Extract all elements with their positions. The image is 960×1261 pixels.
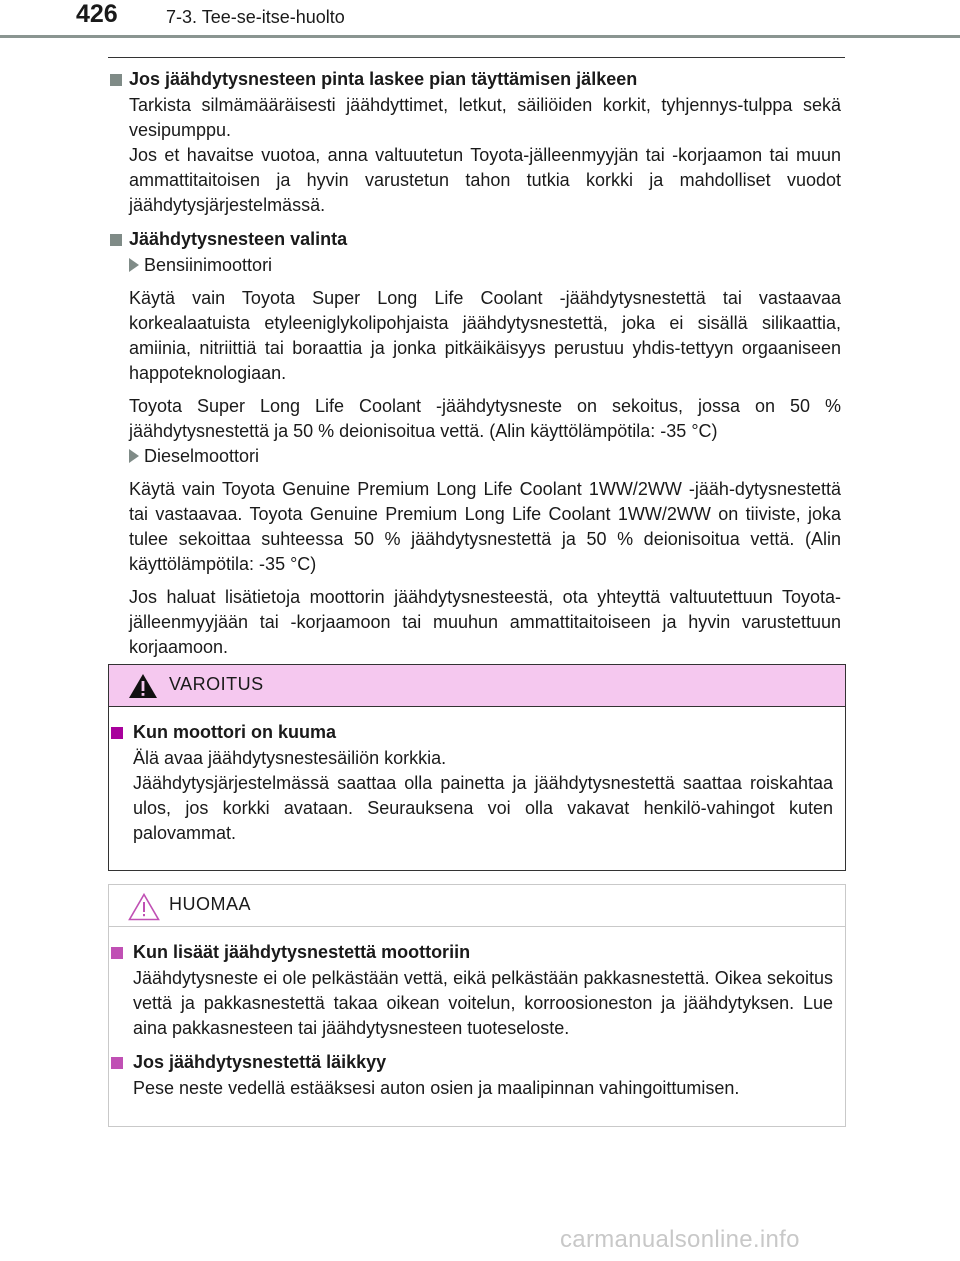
paragraph: Pese neste vedellä estääksesi auton osien ja maalipinnan vahingoittumisen.: [133, 1078, 740, 1098]
paragraph: Käytä vain Toyota Genuine Premium Long Life Coolant 1WW/2WW -jääh-dytysnestettä tai vastaavaa. Toyota Genuine Premium Long Life Coolant 1WW/2WW on tiiviste, joka tulee sekoittaa suhteessa 50 % jäähdytysnestettä ja 50 % deionisoitua vettä. (Alin käyttölämpötila: -35 °C): [129, 479, 841, 574]
page-number: 426: [76, 0, 118, 28]
section-heading-text: Kun lisäät jäähdytysnestettä moottoriin: [133, 942, 471, 962]
square-bullet-icon: [111, 727, 123, 739]
square-bullet-icon: [110, 74, 122, 86]
subheading-text: Bensiinimoottori: [144, 255, 273, 275]
section-heading-text: Jäähdytysnesteen valinta: [129, 229, 348, 249]
subheading-text: Dieselmoottori: [144, 446, 260, 466]
paragraph: Jos et havaitse vuotoa, anna valtuutetun Toyota-jälleenmyyjän tai -korjaamon tai muun ammattitaitoisen ja hyvin varustetun tahon tutkia korkki ja mahdolliset vuodot jäähdytysjärjestelmässä.: [129, 145, 841, 215]
square-bullet-icon: [111, 1057, 123, 1069]
notice-box-header: [109, 885, 845, 927]
section-heading-coolant-selection: [108, 226, 841, 253]
paragraph: Tarkista silmämääräisesti jäähdyttimet, letkut, säiliöiden korkit, tyhjennys-tulppa sekä vesipumppu.: [129, 95, 841, 140]
paragraph: Käytä vain Toyota Super Long Life Coolant -jäähdytysnestettä tai vastaavaa korkealaatuista etyleeniglykolipohjaista jäähdytysnestettä, joka ei sisällä silikaattia, amiinia, nitriittiä tai boraattia ja jonka pitkäikäisyys perustuu yhdis-tettyyn orgaaniseen happoteknologiaan.: [129, 288, 841, 383]
content-divider: [108, 57, 845, 58]
square-bullet-icon: [111, 947, 123, 959]
notice-box: [108, 884, 846, 1127]
section-heading-text: Jos jäähdytysnestettä läikkyy: [133, 1052, 387, 1072]
watermark: carmanualsonline.info: [560, 1226, 800, 1253]
paragraph: Jos haluat lisätietoja moottorin jäähdytysnesteestä, ota yhteyttä valtuutettuun Toyota-jälleenmyyjään tai -korjaamoon tai muuhun ammattitaitoiseen ja hyvin varustettuun korjaamoon.: [129, 587, 841, 657]
warning-section-heading: [109, 719, 833, 746]
header-rule: [0, 35, 960, 38]
warning-title: VAROITUS: [169, 674, 264, 694]
notice-title: HUOMAA: [169, 894, 252, 914]
paragraph: Toyota Super Long Life Coolant -jäähdytysneste on sekoitus, jossa on 50 % jäähdytysnestettä ja 50 % deionisoitua vettä. (Alin käyttölämpötila: -35 °C): [129, 396, 841, 441]
square-bullet-icon: [110, 234, 122, 246]
paragraph: Jäähdytysjärjestelmässä saattaa olla painetta ja jäähdytysnestettä saattaa roiskahtaa ulos, jos korkki avataan. Seurauksena voi olla vakavat henkilö-vahingot kuten palovammat.: [133, 773, 833, 843]
section-heading-text: Kun moottori on kuuma: [133, 722, 336, 742]
subheading-petrol: [108, 253, 841, 278]
notice-section-heading-adding: [109, 939, 833, 966]
notice-box-body: [109, 927, 845, 1101]
section-heading-text: Jos jäähdytysnesteen pinta laskee pian täyttämisen jälkeen: [129, 69, 638, 89]
warning-box-body: [109, 707, 845, 846]
subheading-diesel: [108, 444, 841, 469]
page-header: [0, 0, 960, 40]
triangle-bullet-icon: [129, 449, 139, 463]
warning-box: [108, 664, 846, 871]
main-content: [108, 66, 841, 660]
chapter-title: 7-3. Tee-se-itse-huolto: [166, 7, 345, 27]
notice-section-heading-spill: [109, 1049, 833, 1076]
warning-box-header: [109, 665, 845, 707]
caution-triangle-icon: [128, 893, 160, 926]
paragraph: Älä avaa jäähdytysnestesäiliön korkkia.: [133, 748, 447, 768]
warning-triangle-icon: [128, 673, 158, 704]
paragraph: Jäähdytysneste ei ole pelkästään vettä, eikä pelkästään pakkasnestettä. Oikea sekoitus vettä ja pakkasnestettä takaa oikean voitelun, korroosioneston ja jäähdytyksen. Lue aina pakkasnesteen tai jäähdytysnesteen tuoteseloste.: [133, 968, 833, 1038]
section-heading-coolant-drops: [108, 66, 841, 93]
triangle-bullet-icon: [129, 258, 139, 272]
